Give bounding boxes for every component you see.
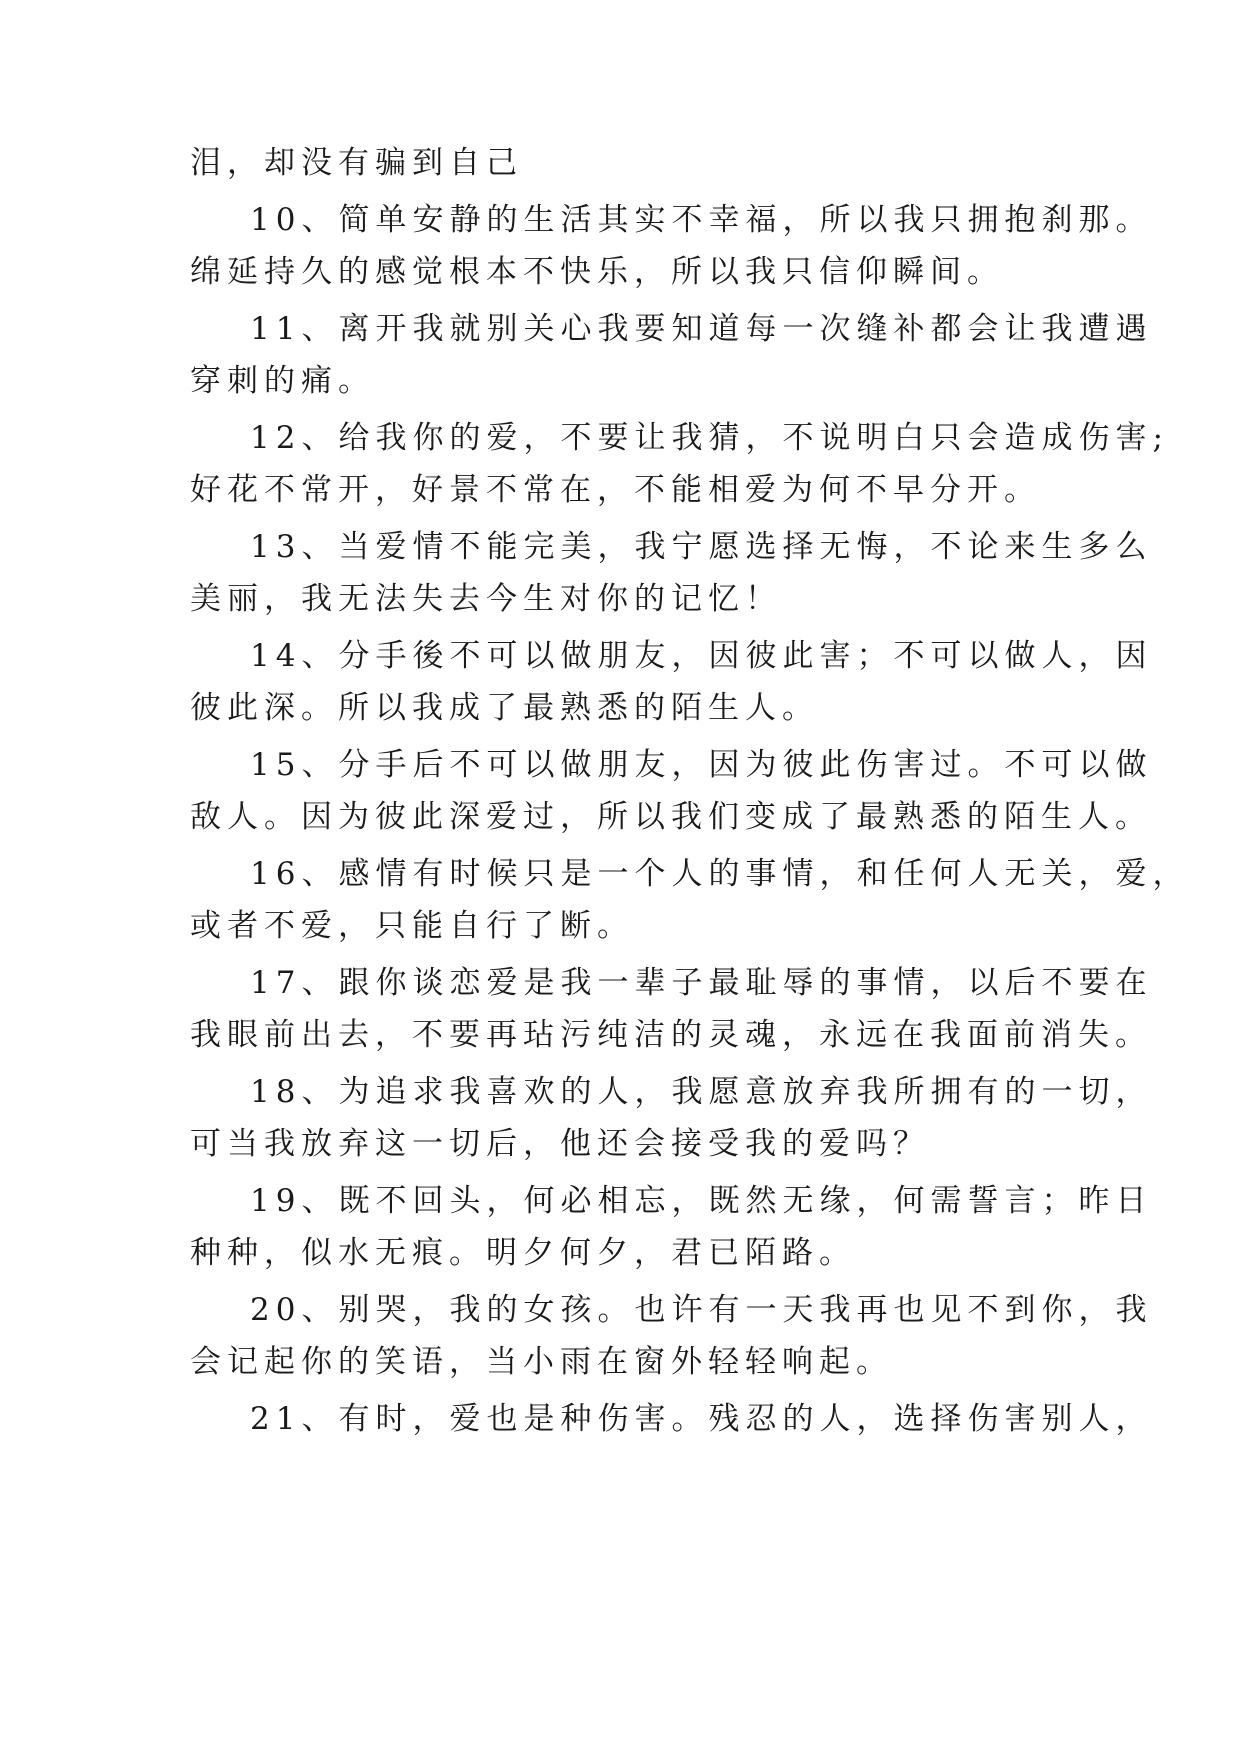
text-line: 16、感情有时候只是一个人的事情，和任何人无关，爱， (250, 856, 1190, 892)
text-line: 或者不爱，只能自行了断。 (190, 908, 634, 944)
text-line: 15、分手后不可以做朋友，因为彼此伤害过。不可以做 (250, 747, 1153, 783)
text-line: 穿刺的痛。 (190, 363, 375, 399)
text-line: 19、既不回头，何必相忘，既然无缘，何需誓言；昨日 (250, 1183, 1153, 1219)
text-line: 12、给我你的爱，不要让我猜，不说明白只会造成伤害; (250, 420, 1169, 456)
text-line: 21、有时，爱也是种伤害。残忍的人，选择伤害别人， (250, 1401, 1153, 1437)
text-line: 美丽，我无法失去今生对你的记忆！ (190, 581, 782, 617)
text-line: 18、为追求我喜欢的人，我愿意放弃我所拥有的一切， (250, 1074, 1153, 1110)
text-line: 20、别哭，我的女孩。也许有一天我再也见不到你，我 (250, 1292, 1153, 1328)
text-line: 10、简单安静的生活其实不幸福，所以我只拥抱刹那。 (250, 202, 1153, 238)
text-line: 会记起你的笑语，当小雨在窗外轻轻响起。 (190, 1344, 893, 1380)
text-line: 泪，却没有骗到自己 (190, 145, 523, 181)
text-line: 彼此深。所以我成了最熟悉的陌生人。 (190, 690, 819, 726)
text-line: 13、当爱情不能完美，我宁愿选择无悔，不论来生多么 (250, 529, 1153, 565)
text-line: 11、离开我就别关心我要知道每一次缝补都会让我遭遇 (250, 311, 1153, 347)
text-line: 绵延持久的感觉根本不快乐，所以我只信仰瞬间。 (190, 254, 1004, 290)
text-line: 好花不常开，好景不常在，不能相爱为何不早分开。 (190, 472, 1041, 508)
text-line: 可当我放弃这一切后，他还会接受我的爱吗？ (190, 1126, 930, 1162)
text-line: 敌人。因为彼此深爱过，所以我们变成了最熟悉的陌生人。 (190, 799, 1152, 835)
text-line: 14、分手後不可以做朋友，因彼此害；不可以做人，因 (250, 638, 1153, 674)
text-line: 17、跟你谈恋爱是我一辈子最耻辱的事情，以后不要在 (250, 965, 1153, 1001)
text-line: 种种，似水无痕。明夕何夕，君已陌路。 (190, 1235, 856, 1271)
text-line: 我眼前出去，不要再玷污纯洁的灵魂，永远在我面前消失。 (190, 1017, 1152, 1053)
